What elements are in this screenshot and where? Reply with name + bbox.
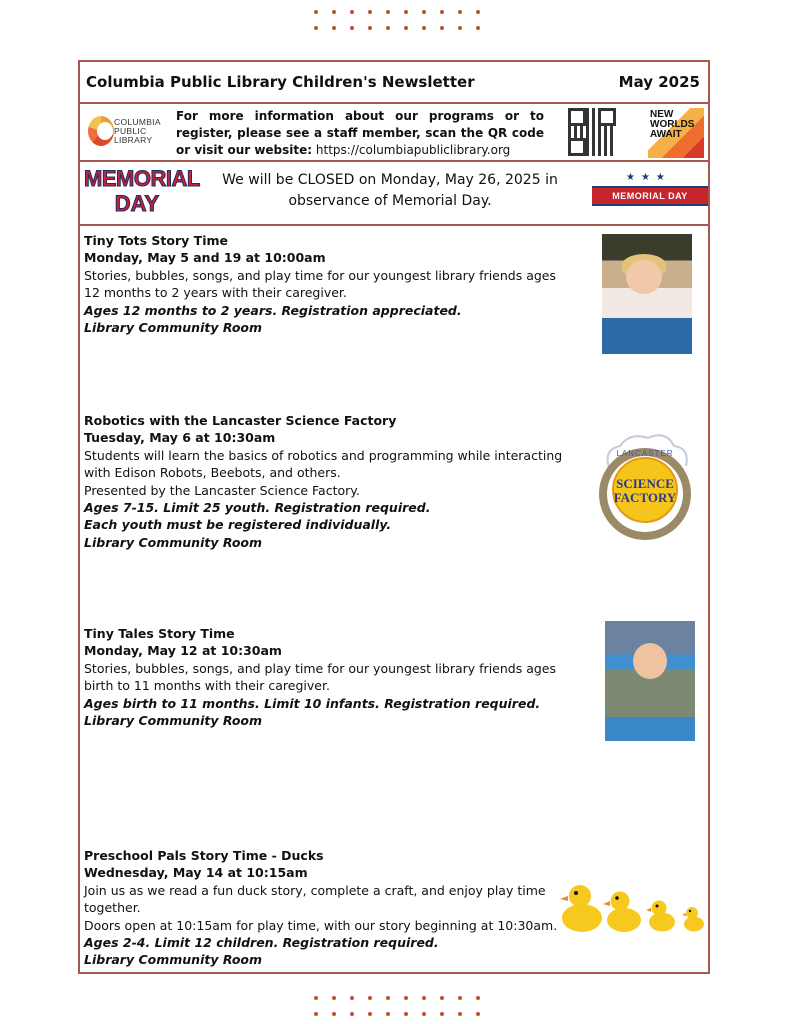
decorative-dots-bottom (314, 990, 480, 1022)
event-name: Tiny Tales Story Time (84, 626, 235, 641)
event-name: Tiny Tots Story Time (84, 233, 228, 248)
event-description: Students will learn the basics of robotics and programming while interacting with Edison Robots, Beebots, and others. (84, 447, 563, 481)
event-tiny-tots (84, 232, 564, 336)
event-description: Presented by the Lancaster Science Factory. (84, 482, 360, 498)
event-location: Library Community Room (84, 713, 263, 729)
event-location: Library Community Room (84, 320, 263, 336)
event-location: Library Community Room (84, 952, 263, 968)
event-requirements: Ages 7-15. Limit 25 youth. Registration required. (84, 500, 431, 516)
library-logo-text: COLUMBIA PUBLIC LIBRARY (114, 117, 161, 145)
event-requirements: Each youth must be registered individually. (84, 517, 392, 533)
event-requirements: Ages 2-4. Limit 12 children. Registration required. (84, 935, 439, 951)
event-date: Monday, May 12 at 10:30am (84, 643, 282, 659)
event-location: Library Community Room (84, 534, 263, 550)
event-tiny-tales (84, 625, 564, 729)
event-date: Monday, May 5 and 19 at 10:00am (84, 250, 326, 266)
memorial-logo-line1: MEMORIAL (84, 166, 200, 191)
duck-icon (646, 901, 675, 932)
duck-icon (560, 885, 602, 932)
rubber-ducks-icon (560, 880, 708, 936)
library-logo (88, 110, 172, 156)
memorial-day-logo (84, 166, 200, 220)
website-link[interactable]: https://columbiapubliclibrary.org (315, 143, 511, 157)
memorial-day-banner (590, 172, 710, 216)
event-description: Doors open at 10:15am for play time, with our story beginning at 10:30am. (84, 917, 558, 933)
memorial-day-banner-text: MEMORIAL DAY (592, 186, 708, 206)
event-description: Stories, bubbles, songs, and play time for our youngest library friends ages birth to 11 months with their caregiver. (84, 660, 556, 694)
science-line1: SCIENCE (616, 476, 674, 491)
info-text (176, 108, 544, 159)
header-band (80, 62, 708, 104)
event-description: Join us as we read a fun duck story, complete a craft, and enjoy play time together. (84, 882, 546, 916)
duck-icon (603, 892, 641, 933)
tiny-tots-photo (602, 234, 692, 354)
event-requirements: Ages birth to 11 months. Limit 10 infants. Registration required. (84, 695, 541, 711)
science-line2: FACTORY (613, 490, 677, 505)
qr-code-icon[interactable] (568, 108, 616, 156)
event-description: Stories, bubbles, songs, and play time for our youngest library friends ages 12 months to 2 years with their caregiver. (84, 267, 556, 301)
newsletter-month: May 2025 (618, 73, 700, 91)
info-band (80, 104, 708, 162)
event-robotics (84, 412, 564, 551)
new-worlds-await-logo (648, 108, 704, 158)
event-date: Wednesday, May 14 at 10:15am (84, 865, 308, 881)
science-arc-text: LANCASTER (616, 449, 674, 458)
newsletter-title: Columbia Public Library Children's Newsletter (86, 73, 475, 91)
memorial-logo-line2: DAY (114, 191, 160, 216)
duck-icon (682, 907, 704, 932)
event-requirements: Ages 12 months to 2 years. Registration appreciated. (84, 302, 462, 318)
science-factory-logo (590, 430, 700, 542)
event-name: Robotics with the Lancaster Science Factory (84, 413, 397, 428)
stars-icon: ★★★ (626, 172, 671, 183)
event-preschool-pals (84, 847, 564, 969)
closure-message: We will be CLOSED on Monday, May 26, 2025 in observance of Memorial Day. (222, 172, 558, 209)
decorative-dots-top (314, 4, 480, 36)
new-worlds-text: NEW WORLDS AWAIT (650, 109, 695, 140)
event-name: Preschool Pals Story Time - Ducks (84, 848, 324, 863)
tiny-tales-photo (605, 621, 695, 741)
closure-band (80, 162, 708, 226)
info-bold-text: For more information about our programs or to register, please see a staff member, scan the QR code or visit our website: (176, 109, 544, 157)
event-date: Tuesday, May 6 at 10:30am (84, 430, 276, 446)
